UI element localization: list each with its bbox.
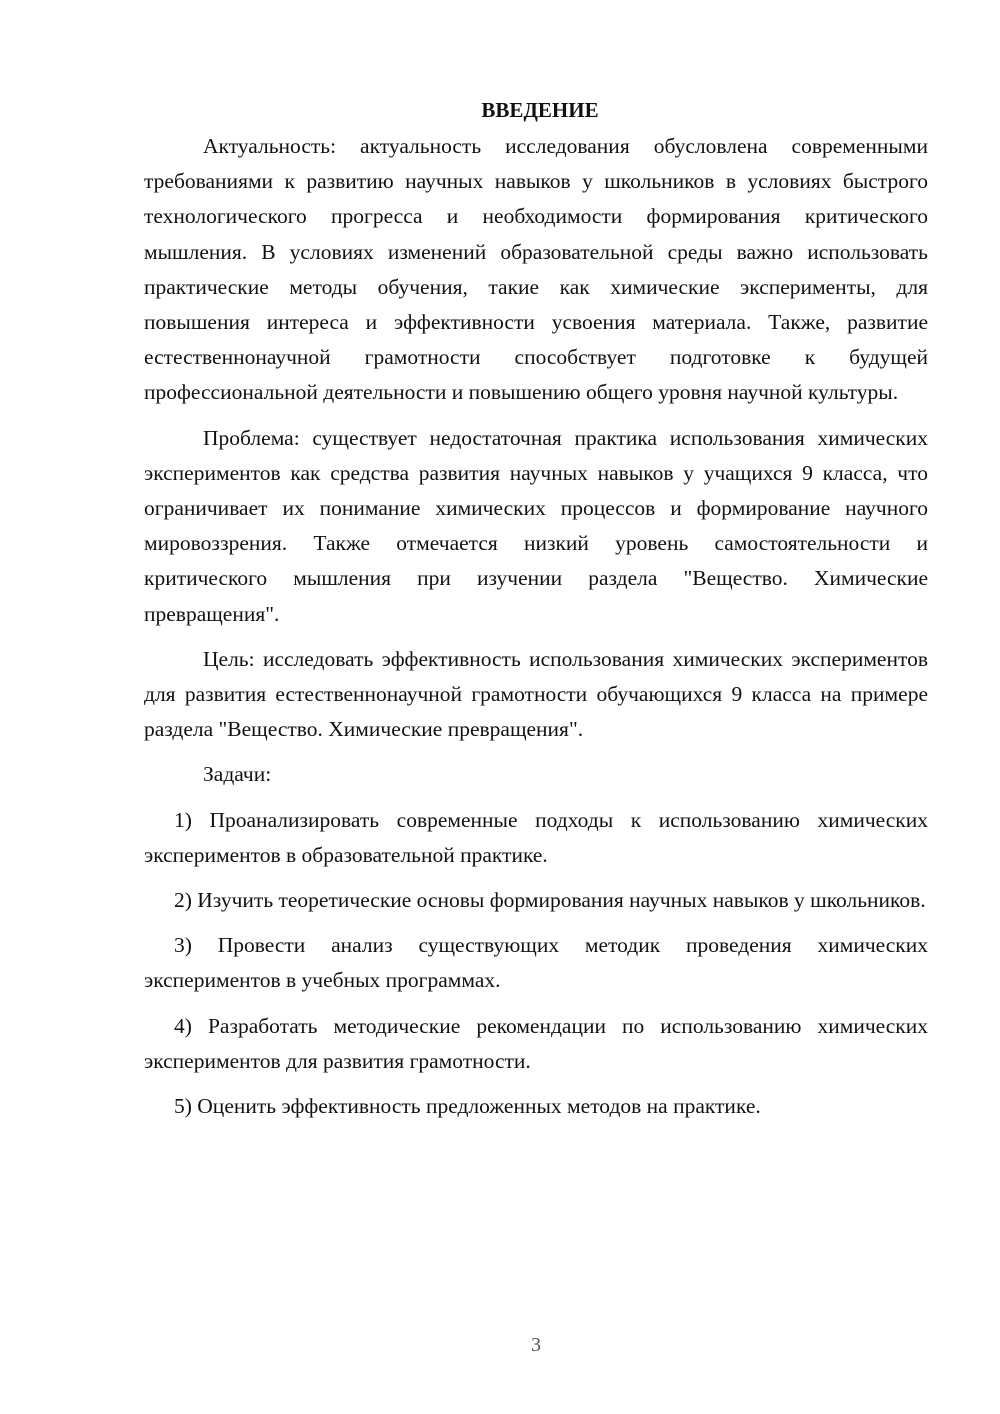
task-item: 3) Провести анализ существующих методик проведения химических экспериментов в учебных программах. bbox=[144, 933, 928, 993]
page-content bbox=[144, 96, 928, 1134]
goal-paragraph: Цель: исследовать эффективность использования химических экспериментов для развития естественнонаучной грамотности обучающихся 9 класса на примере раздела "Вещество. Химические превращения". bbox=[144, 646, 928, 742]
task-item: 5) Оценить эффективность предложенных методов на практике. bbox=[174, 1094, 761, 1119]
relevance-paragraph: Актуальность: актуальность исследования обусловлена современными требованиями к развитию научных навыков у школьников в условиях быстрого технологического прогресса и необходимости формирования критического мышления. В условиях изменений образовательной среды важно использовать практические методы обучения, такие как химические эксперименты, для повышения интереса и эффективности усвоения материала. Также, развитие естественнонаучной грамотности способствует подготовке к будущей профессиональной деятельности и повышению общего уровня научной культуры. bbox=[144, 134, 928, 405]
task-item: 4) Разработать методические рекомендации по использованию химических экспериментов для развития грамотности. bbox=[144, 1013, 928, 1073]
tasks-label: Задачи: bbox=[203, 762, 272, 787]
page-number: 3 bbox=[531, 1334, 541, 1356]
problem-paragraph: Проблема: существует недостаточная практика использования химических экспериментов как средства развития научных навыков у учащихся 9 класса, что ограничивает их понимание химических процессов и формирование научного мировоззрения. Также отмечается низкий уровень самостоятельности и критического мышления при изучении раздела "Вещество. Химические превращения". bbox=[144, 425, 928, 626]
task-item: 1) Проанализировать современные подходы к использованию химических экспериментов в образовательной практике. bbox=[144, 807, 928, 867]
tasks-list bbox=[144, 803, 928, 1125]
task-item: 2) Изучить теоретические основы формирования научных навыков у школьников. bbox=[174, 888, 926, 913]
section-heading: ВВЕДЕНИЕ bbox=[481, 98, 599, 122]
